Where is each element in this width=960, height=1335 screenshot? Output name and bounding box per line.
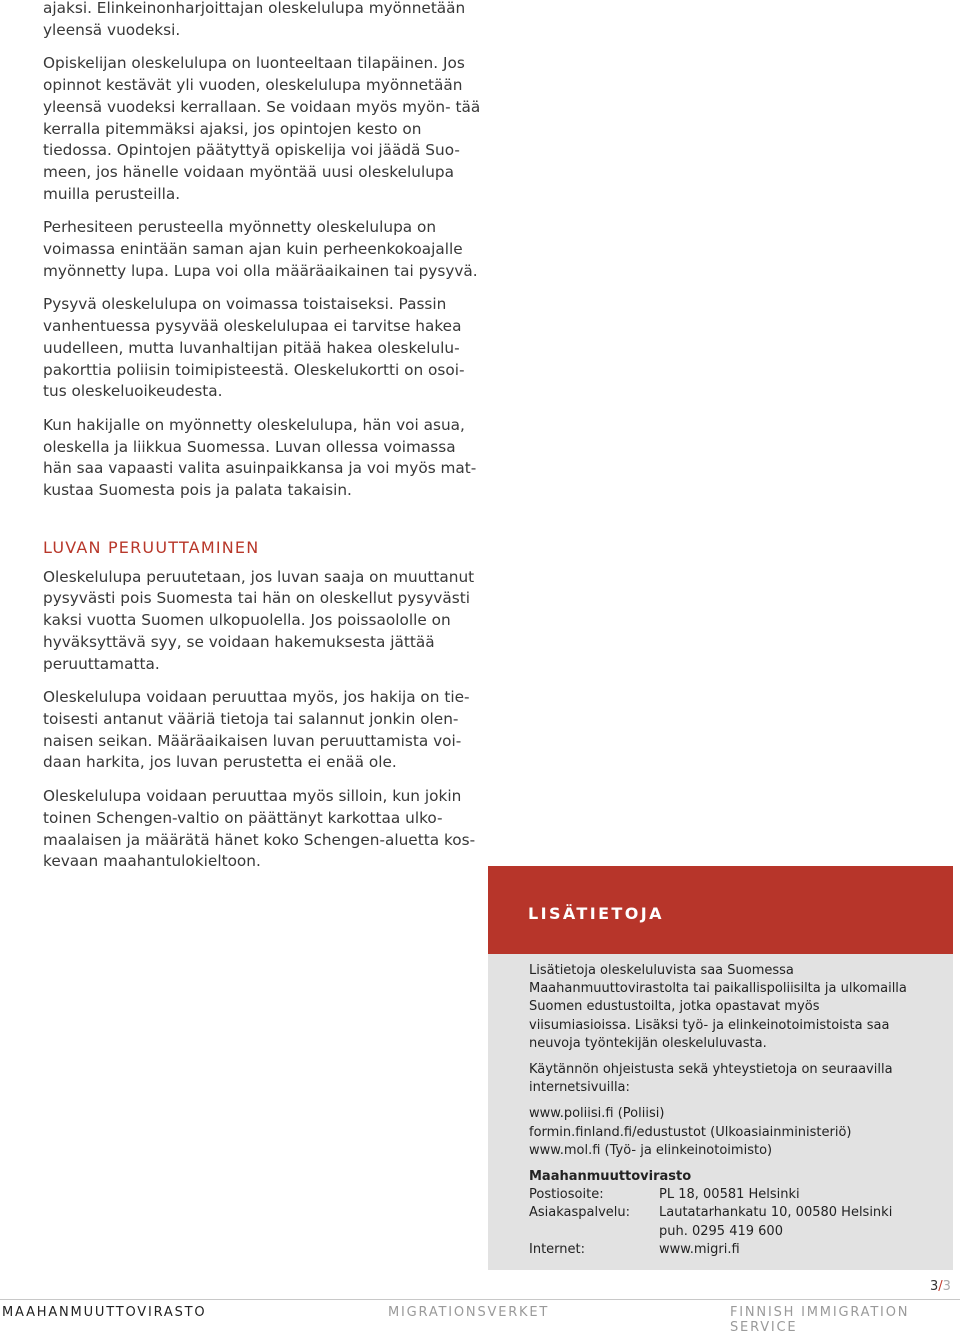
info-box-title: LISÄTIETOJA <box>528 904 664 923</box>
contact-label: Postiosoite: <box>529 1187 604 1203</box>
info-box-header <box>488 866 953 954</box>
info-box-content <box>529 962 919 1259</box>
body-paragraph: Oleskelulupa voidaan peruuttaa myös, jos hakija on tie- toisesti antanut vääriä tietoja tai salannut jonkin olen- naisen seikan. Määräaikaisen luvan peruuttamista voi- daan harkita, jos luvan perustetta ei enää ole. <box>43 688 470 772</box>
body-paragraph: Kun hakijalle on myönnetty oleskelulupa, hän voi asua, oleskella ja liikkua Suomessa. Luvan ollessa voimassa hän saa vapaasti valita asuinpaikkansa ja voi myös mat- kustaa Suomesta pois ja palata takaisin. <box>43 415 477 500</box>
contact-label: Internet: <box>529 1241 585 1257</box>
contact-value: puh. 0295 419 600 <box>659 1223 783 1239</box>
section-heading: LUVAN PERUUTTAMINEN <box>43 537 260 557</box>
body-paragraph: Oleskelulupa voidaan peruuttaa myös silloin, kun jokin toinen Schengen-valtio on päättänyt karkottaa ulko- maalaisen ja määrätä hänet koko Schengen-aluetta kos- kevaan maahantulokieltoon. <box>43 787 476 871</box>
link-formin[interactable]: formin.finland.fi/edustustot (Ulkoasiainministeriö) <box>529 1124 852 1140</box>
contact-row <box>529 1241 919 1259</box>
contact-website[interactable]: www.migri.fi <box>659 1241 740 1257</box>
body-paragraph: Oleskelulupa peruutetaan, jos luvan saaja on muuttanut pysyvästi pois Suomesta tai hän on oleskellut pysyvästi kaksi vuotta Suomen ulkopuolella. Jos poissaololle on hyväksyttävä syy, se voidaan hakemuksesta jättää peruuttamatta. <box>43 567 475 673</box>
contact-row <box>529 1204 919 1222</box>
link-poliisi[interactable]: www.poliisi.fi (Poliisi) <box>529 1106 665 1122</box>
contact-label: Asiakaspalvelu: <box>529 1205 631 1221</box>
body-paragraph: ajaksi. Elinkeinonharjoittajan oleskelulupa myönnetään yleensä vuodeksi. <box>43 0 466 39</box>
link-mol[interactable]: www.mol.fi (Työ- ja elinkeinotoimisto) <box>529 1142 773 1158</box>
page-separator: / <box>938 1279 943 1294</box>
body-paragraph: Perhesiteen perusteella myönnetty oleskelulupa on voimassa enintään saman ajan kuin perheenkokoajalle myönnetty lupa. Lupa voi olla määräaikainen tai pysyvä. <box>43 218 478 280</box>
contact-value: PL 18, 00581 Helsinki <box>659 1187 800 1203</box>
page-current: 3 <box>930 1279 939 1294</box>
contact-value: Lautatarhankatu 10, 00580 Helsinki <box>659 1205 893 1221</box>
body-paragraph: Opiskelijan oleskelulupa on luonteeltaan tilapäinen. Jos opinnot kestävät yli vuoden, oleskelulupa myönnetään yleensä vuodeksi kerrallaan. Se voidaan myös myön- tää kerralla pitemmäksi ajaksi, jos opintojen kesto on tiedossa. Opintojen päätyttyä opiskelija voi jäädä Suo- meen, jos hänelle voidaan myöntää uusi oleskelulupa muilla perusteilla. <box>43 54 481 203</box>
info-box <box>488 954 953 1270</box>
organization-name: Maahanmuuttovirasto <box>529 1169 692 1185</box>
page-total: 3 <box>942 1279 951 1294</box>
body-paragraph: Pysyvä oleskelulupa on voimassa toistaiseksi. Passin vanhentuessa pysyvää oleskelulupaa ei tarvitse hakea uudelleen, mutta luvanhaltijan pitää hakea oleskelulu- pakorttia poliisin toimipisteestä. Oleskelukortti on osoi- tus oleskeluoikeudesta. <box>43 295 465 401</box>
footer-name-sv: MIGRATIONSVERKET <box>388 1305 550 1320</box>
contact-row <box>529 1223 919 1241</box>
page-number <box>930 1279 951 1294</box>
info-paragraph: Käytännön ohjeistusta sekä yhteystietoja on seuraavilla internetsivuilla: <box>529 1062 893 1096</box>
contact-label <box>529 1223 659 1241</box>
link-list <box>529 1105 919 1160</box>
footer-divider <box>0 1299 960 1300</box>
main-text-column <box>43 0 483 885</box>
footer-name-fi: MAAHANMUUTTOVIRASTO <box>2 1305 207 1320</box>
footer-name-en: FINNISH IMMIGRATION SERVICE <box>730 1305 910 1335</box>
info-paragraph: Lisätietoja oleskeluluvista saa Suomessa Maahanmuuttovirastolta tai paikallispoliisilta ja ulkomailla Suomen edustustoilta, jotka opastavat myös viisumiasioissa. Lisäksi työ- ja elinkeinotoimistoista saa neuvoja työntekijän oleskeluluvasta. <box>529 963 907 1051</box>
contact-row <box>529 1186 919 1204</box>
